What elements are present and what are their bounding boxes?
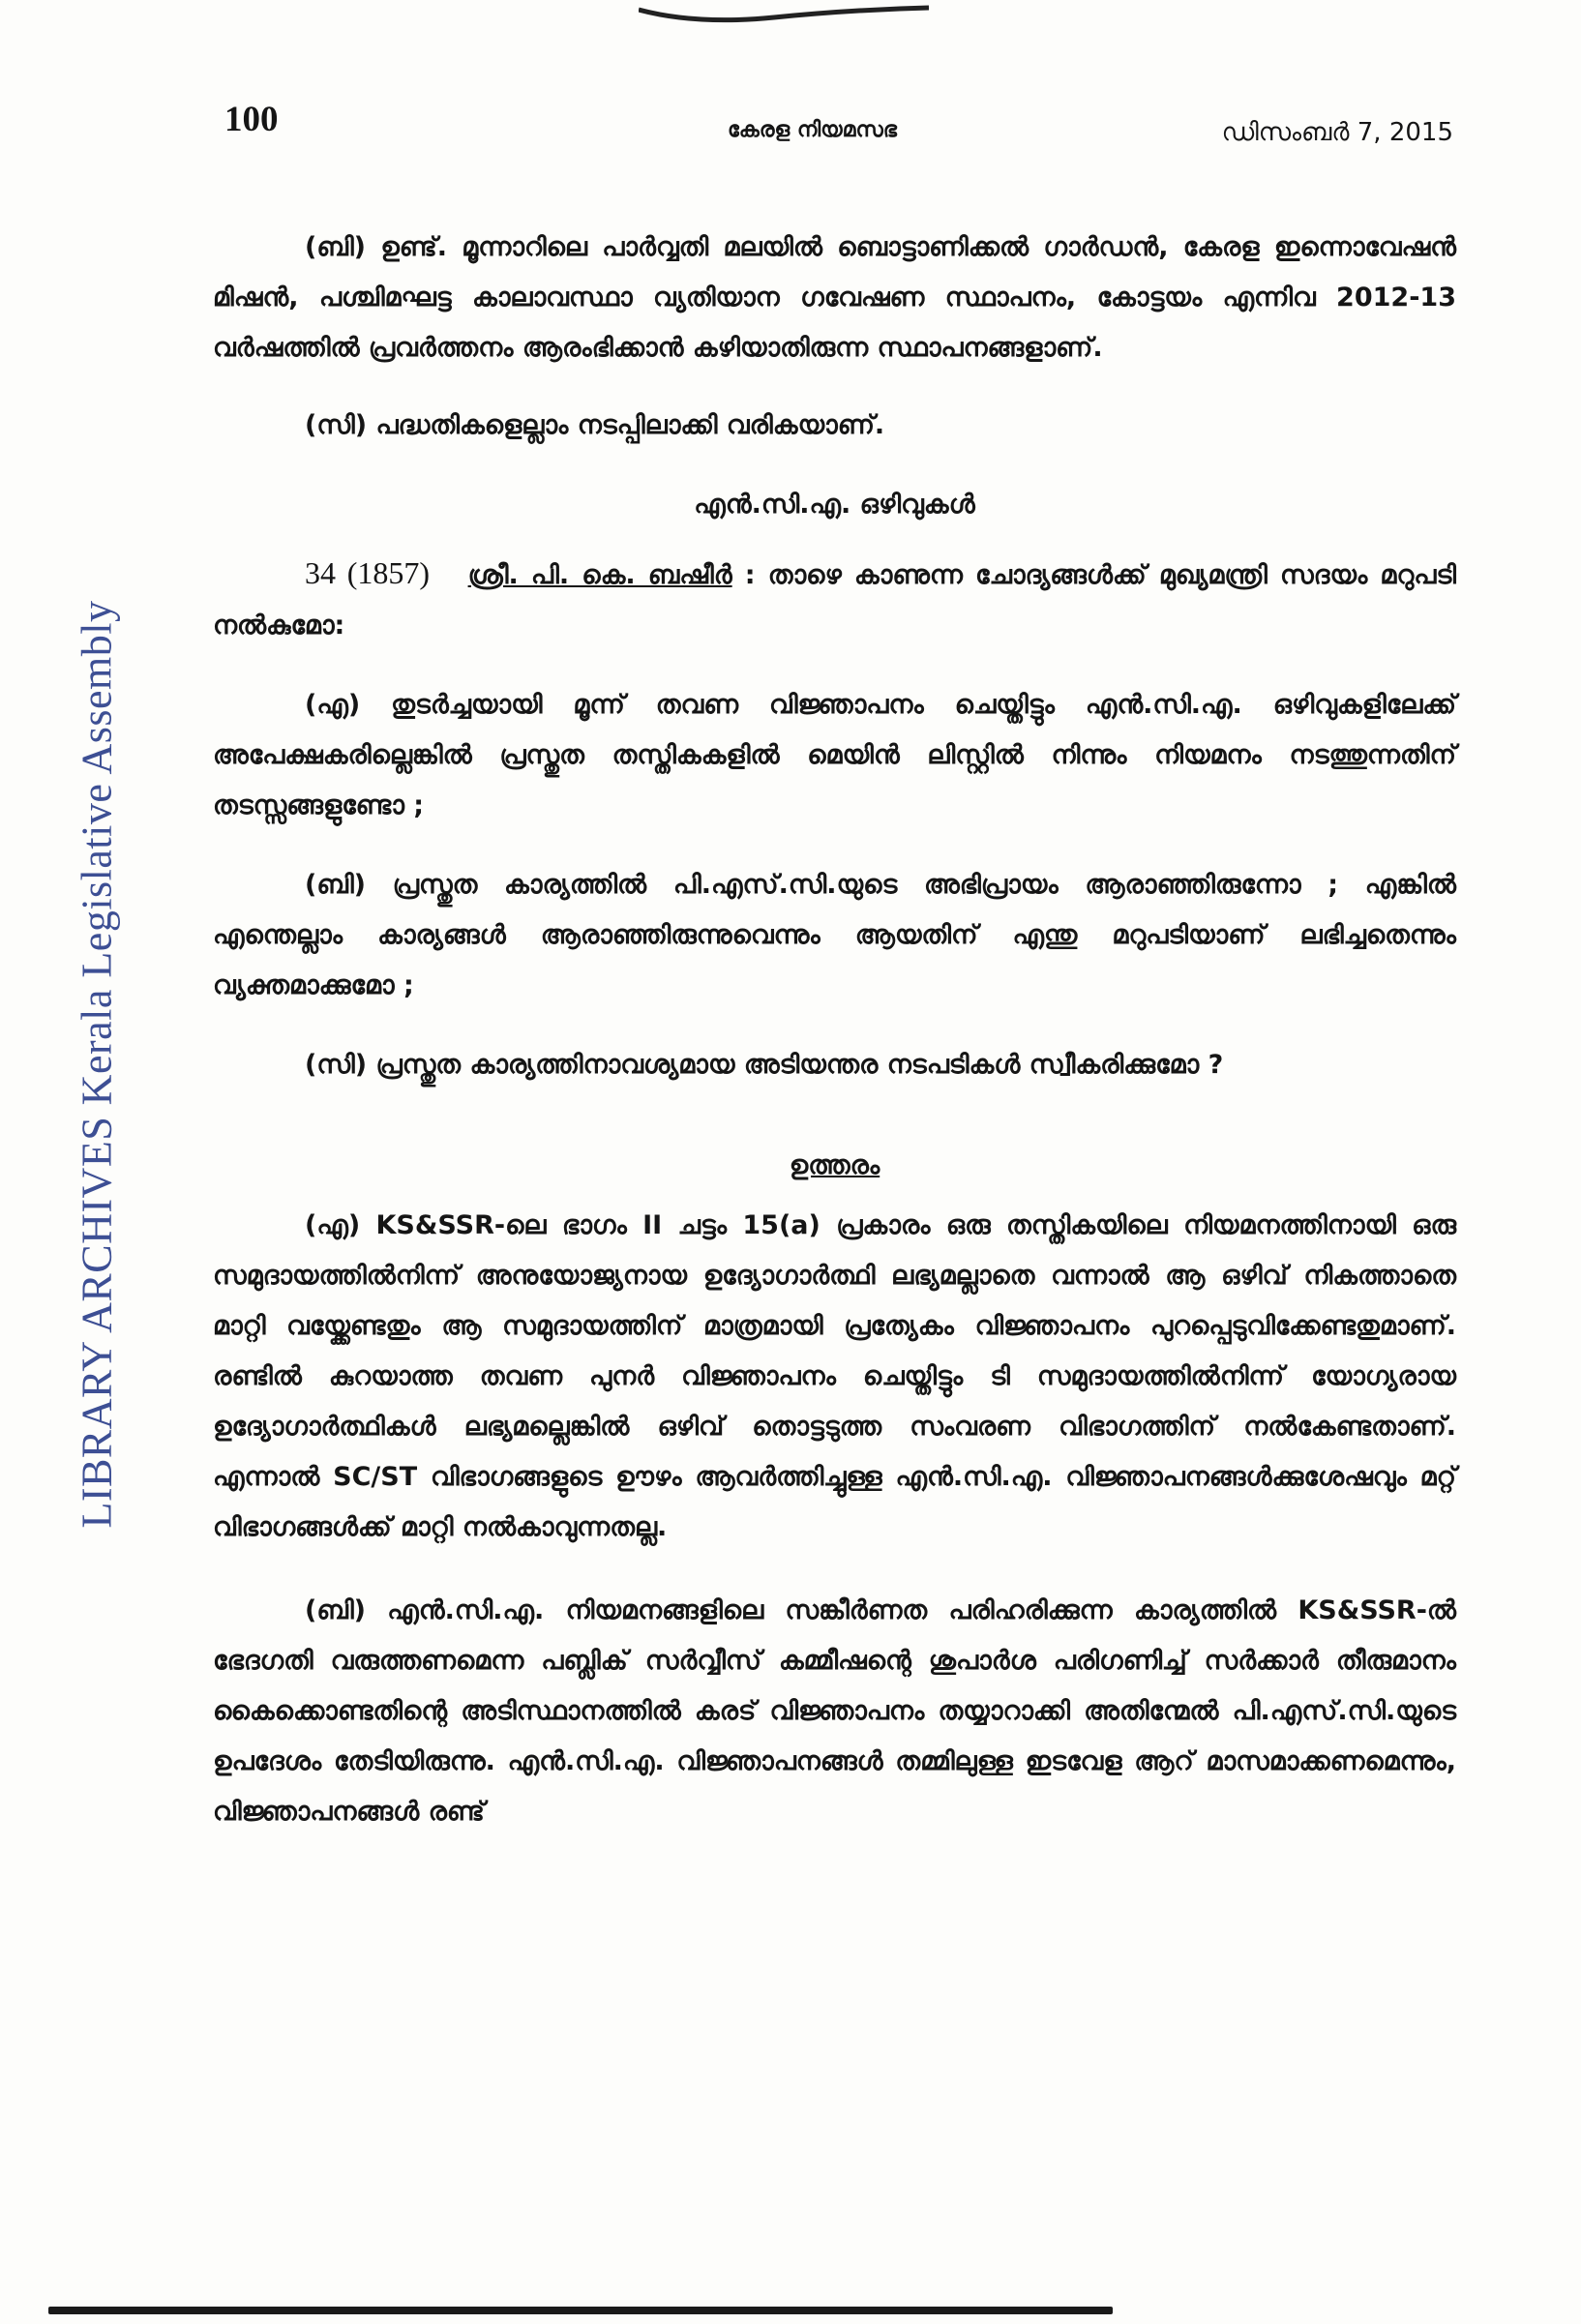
question-number: 34 (1857): [305, 555, 431, 590]
intro-paragraph-c: (സി) പദ്ധതികളെല്ലാം നടപ്പിലാക്കി വരികയാണ്.: [305, 410, 885, 440]
intro-paragraph-b: (ബി) ഉണ്ട്. മൂന്നാറിലെ പാർവ്വതി മലയിൽ ബൊട്ടാണിക്കൽ ഗാർഡൻ, കേരള ഇന്നൊവേഷൻ മിഷൻ, പശ്ചിമഘട്ട കാലാവസ്ഥാ വ്യതിയാന ഗവേഷണ സ്ഥാപനം, കോട്ടയം എന്നിവ 2012-13 വർഷത്തിൽ പ്രവർത്തനം ആരംഭിക്കാൻ കഴിയാതിരുന്ന സ്ഥാപനങ്ങളാണ്.: [213, 232, 1456, 363]
archive-watermark: LIBRARY ARCHIVES Kerala Legislative Assembly: [73, 600, 121, 1529]
header-title: കേരള നിയമസഭ: [728, 118, 897, 142]
page-body: [213, 223, 1456, 1837]
header-date: ഡിസംബർ 7, 2015: [1221, 118, 1453, 147]
answer-a: (എ) KS&SSR-ലെ ഭാഗം II ചട്ടം 15(a) പ്രകാരം ഒരു തസ്തികയിലെ നിയമനത്തിനായി ഒരു സമുദായത്തിൽനിന്ന് അനുയോജ്യനായ ഉദ്യോഗാർത്ഥി ലഭ്യമല്ലാതെ വന്നാൽ ആ ഒഴിവ് നികത്താതെ മാറ്റി വയ്ക്കേണ്ടതും ആ സമുദായത്തിന് മാത്രമായി പ്രത്യേകം വിജ്ഞാപനം പുറപ്പെടുവിക്കേണ്ടതുമാണ്. രണ്ടിൽ കുറയാത്ത തവണ പുനർ വിജ്ഞാപനം ചെയ്തിട്ടും ടി സമുദായത്തിൽനിന്ന് യോഗ്യരായ ഉദ്യോഗാർത്ഥികൾ ലഭ്യമല്ലെങ്കിൽ ഒഴിവ് തൊട്ടടുത്ത സംവരണ വിഭാഗത്തിന് നൽകേണ്ടതാണ്. എന്നാൽ SC/ST വിഭാഗങ്ങളുടെ ഊഴം ആവർത്തിച്ചുള്ള എൻ.സി.എ. വിജ്ഞാപനങ്ങൾക്കുശേഷവും മറ്റ് വിഭാഗങ്ങൾക്ക് മാറ്റി നൽകാവുന്നതല്ല.: [213, 1210, 1456, 1542]
page-header: [224, 99, 1453, 157]
question-header: [213, 548, 1456, 651]
member-name: ശ്രീ. പി. കെ. ബഷീർ: [467, 560, 732, 590]
answer-b: (ബി) എൻ.സി.എ. നിയമനങ്ങളിലെ സങ്കീർണത പരിഹരിക്കുന്ന കാര്യത്തിൽ KS&SSR-ൽ ഭേദഗതി വരുത്തണമെന്ന പബ്ലിക് സർവ്വീസ് കമ്മീഷന്റെ ശുപാർശ പരിഗണിച്ച് സർക്കാർ തീരുമാനം കൈക്കൊണ്ടതിന്റെ അടിസ്ഥാനത്തിൽ കരട് വിജ്ഞാപനം തയ്യാറാക്കി അതിന്മേൽ പി.എസ്.സി.യുടെ ഉപദേശം തേടിയിരുന്നു. എൻ.സി.എ. വിജ്ഞാപനങ്ങൾ തമ്മിലുള്ള ഇടവേള ആറ് മാസമാക്കണമെന്നും, വിജ്ഞാപനങ്ങൾ രണ്ട്: [213, 1595, 1456, 1827]
answer-title: ഉത്തരം: [789, 1150, 880, 1180]
question-a: (എ) തുടർച്ചയായി മൂന്ന് തവണ വിജ്ഞാപനം ചെയ്തിട്ടും എൻ.സി.എ. ഒഴിവുകളിലേക്ക് അപേക്ഷകരില്ലെങ്കിൽ പ്രസ്തുത തസ്തികകളിൽ മെയിൻ ലിസ്റ്റിൽ നിന്നും നിയമനം നടത്തുന്നതിന് തടസ്സങ്ങളുണ്ടോ ;: [213, 690, 1456, 820]
scan-mark-icon: [639, 4, 929, 27]
question-c: (സി) പ്രസ്തുത കാര്യത്തിനാവശ്യമായ അടിയന്തര നടപടികൾ സ്വീകരിക്കുമോ ?: [305, 1050, 1224, 1080]
page-number: 100: [224, 100, 279, 139]
section-title: എൻ.സി.എ. ഒഴിവുകൾ: [694, 490, 975, 520]
question-b: (ബി) പ്രസ്തുത കാര്യത്തിൽ പി.എസ്.സി.യുടെ അഭിപ്രായം ആരാഞ്ഞിരുന്നോ ; എങ്കിൽ എന്തെല്ലാം കാര്യങ്ങൾ ആരാഞ്ഞിരുന്നുവെന്നും ആയതിന് എന്തു മറുപടിയാണ് ലഭിച്ചതെന്നും വ്യക്തമാക്കുമോ ;: [213, 870, 1456, 1000]
scan-edge-rule: [48, 2307, 1113, 2314]
question-intro: : താഴെ കാണുന്ന ചോദ്യങ്ങൾക്ക് മുഖ്യമന്ത്രി സദയം മറുപടി നൽകുമോ:: [213, 560, 1457, 641]
